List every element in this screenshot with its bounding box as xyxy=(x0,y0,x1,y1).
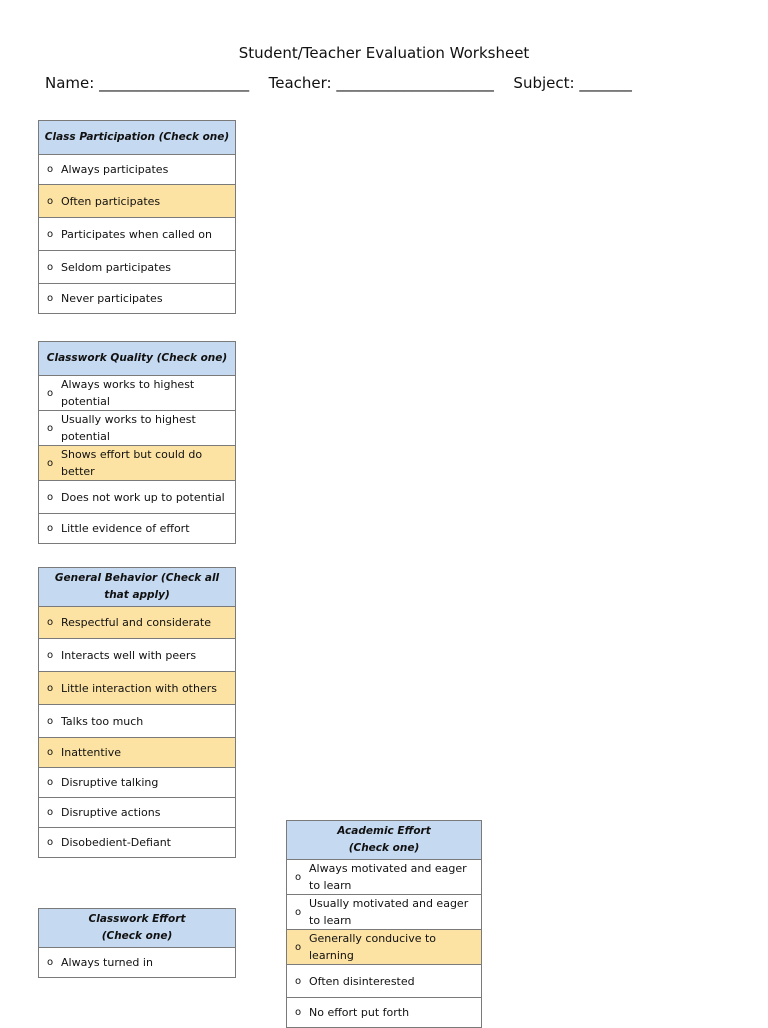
option-generally-conducive[interactable] xyxy=(287,930,482,965)
option-label: Shows effort but could do better xyxy=(61,448,203,478)
option-disobedient[interactable] xyxy=(39,828,236,858)
bullet-icon: o xyxy=(46,491,54,503)
table-header: Classwork Quality (Check one) xyxy=(39,342,236,376)
option-label: Disruptive actions xyxy=(61,806,161,819)
bullet-icon: o xyxy=(46,228,54,240)
header-line: (Check one) xyxy=(101,930,173,942)
option-label: No effort put forth xyxy=(309,1006,410,1019)
bullet-icon: o xyxy=(46,957,54,968)
bullet-icon: o xyxy=(46,261,54,273)
option-label: Participates when called on xyxy=(61,227,212,241)
bullet-icon: o xyxy=(294,975,302,987)
option-label: Always works to highest potential xyxy=(61,378,195,408)
bullet-icon: o xyxy=(46,523,54,534)
bullet-icon: o xyxy=(46,807,54,818)
teacher-field[interactable]: Teacher: _____________________ xyxy=(268,74,494,92)
option-not-up-to-potential[interactable] xyxy=(39,481,236,514)
header-line: (Check one) xyxy=(348,842,420,854)
class-participation-table xyxy=(38,120,236,314)
option-label: Generally conducive to learning xyxy=(309,932,437,962)
option-often-participates[interactable] xyxy=(39,185,236,218)
table-header xyxy=(39,909,236,948)
bullet-icon: o xyxy=(46,837,54,848)
option-never-participates[interactable] xyxy=(39,284,236,314)
option-disruptive-actions[interactable] xyxy=(39,798,236,828)
bullet-icon: o xyxy=(46,195,54,207)
option-seldom-participates[interactable] xyxy=(39,251,236,284)
option-label: Usually works to highest potential xyxy=(61,413,196,443)
option-label: Little interaction with others xyxy=(61,681,217,695)
option-label: Disruptive talking xyxy=(61,776,159,789)
option-label: Usually motivated and eager to learn xyxy=(309,897,469,927)
option-always-highest[interactable] xyxy=(39,376,236,411)
option-label: Talks too much xyxy=(61,714,144,728)
option-always-motivated[interactable] xyxy=(287,860,482,895)
option-interacts-well[interactable] xyxy=(39,639,236,672)
option-little-interaction[interactable] xyxy=(39,672,236,705)
option-always-participates[interactable] xyxy=(39,155,236,185)
bullet-icon: o xyxy=(294,1007,302,1018)
subject-field[interactable]: Subject: _______ xyxy=(513,74,632,92)
option-label: Inattentive xyxy=(61,746,121,759)
option-talks-too-much[interactable] xyxy=(39,705,236,738)
academic-effort-table xyxy=(286,820,482,1028)
classwork-quality-table xyxy=(38,341,236,544)
bullet-icon: o xyxy=(46,164,54,175)
option-respectful[interactable] xyxy=(39,607,236,639)
bullet-icon: o xyxy=(294,906,302,918)
option-label: Never participates xyxy=(61,292,163,305)
classwork-effort-table xyxy=(38,908,236,978)
option-label: Little evidence of effort xyxy=(61,522,190,535)
option-shows-effort[interactable] xyxy=(39,446,236,481)
option-always-turned-in[interactable] xyxy=(39,948,236,978)
bullet-icon: o xyxy=(46,293,54,304)
bullet-icon: o xyxy=(46,649,54,661)
bullet-icon: o xyxy=(46,747,54,758)
option-disruptive-talking[interactable] xyxy=(39,768,236,798)
page-title: Student/Teacher Evaluation Worksheet xyxy=(238,44,530,62)
bullet-icon: o xyxy=(46,715,54,727)
bullet-icon: o xyxy=(46,422,54,434)
option-label: Does not work up to potential xyxy=(61,490,225,504)
table-header: General Behavior (Check all that apply) xyxy=(39,568,236,607)
header-line: Classwork Effort xyxy=(88,913,186,925)
option-often-disinterested[interactable] xyxy=(287,965,482,998)
bullet-icon: o xyxy=(46,457,54,469)
bullet-icon: o xyxy=(294,871,302,883)
option-label: Respectful and considerate xyxy=(61,616,211,629)
table-header xyxy=(287,821,482,860)
option-label: Always participates xyxy=(61,163,169,176)
option-inattentive[interactable] xyxy=(39,738,236,768)
option-participates-when-called[interactable] xyxy=(39,218,236,251)
bullet-icon: o xyxy=(46,387,54,399)
option-little-evidence[interactable] xyxy=(39,514,236,544)
option-label: Disobedient-Defiant xyxy=(61,836,171,849)
table-header: Class Participation (Check one) xyxy=(39,121,236,155)
option-label: Always turned in xyxy=(61,956,153,969)
bullet-icon: o xyxy=(46,777,54,788)
option-usually-motivated[interactable] xyxy=(287,895,482,930)
header-line: Academic Effort xyxy=(337,825,431,837)
option-label: Often disinterested xyxy=(309,974,415,988)
general-behavior-table xyxy=(38,567,236,858)
option-label: Always motivated and eager to learn xyxy=(309,862,467,892)
bullet-icon: o xyxy=(46,682,54,694)
option-label: Often participates xyxy=(61,194,161,208)
bullet-icon: o xyxy=(46,617,54,628)
option-no-effort[interactable] xyxy=(287,998,482,1028)
bullet-icon: o xyxy=(294,941,302,953)
name-field[interactable]: Name: ____________________ xyxy=(45,74,250,92)
option-label: Seldom participates xyxy=(61,260,171,274)
header-fields xyxy=(45,74,632,92)
option-label: Interacts well with peers xyxy=(61,648,197,662)
option-usually-highest[interactable] xyxy=(39,411,236,446)
